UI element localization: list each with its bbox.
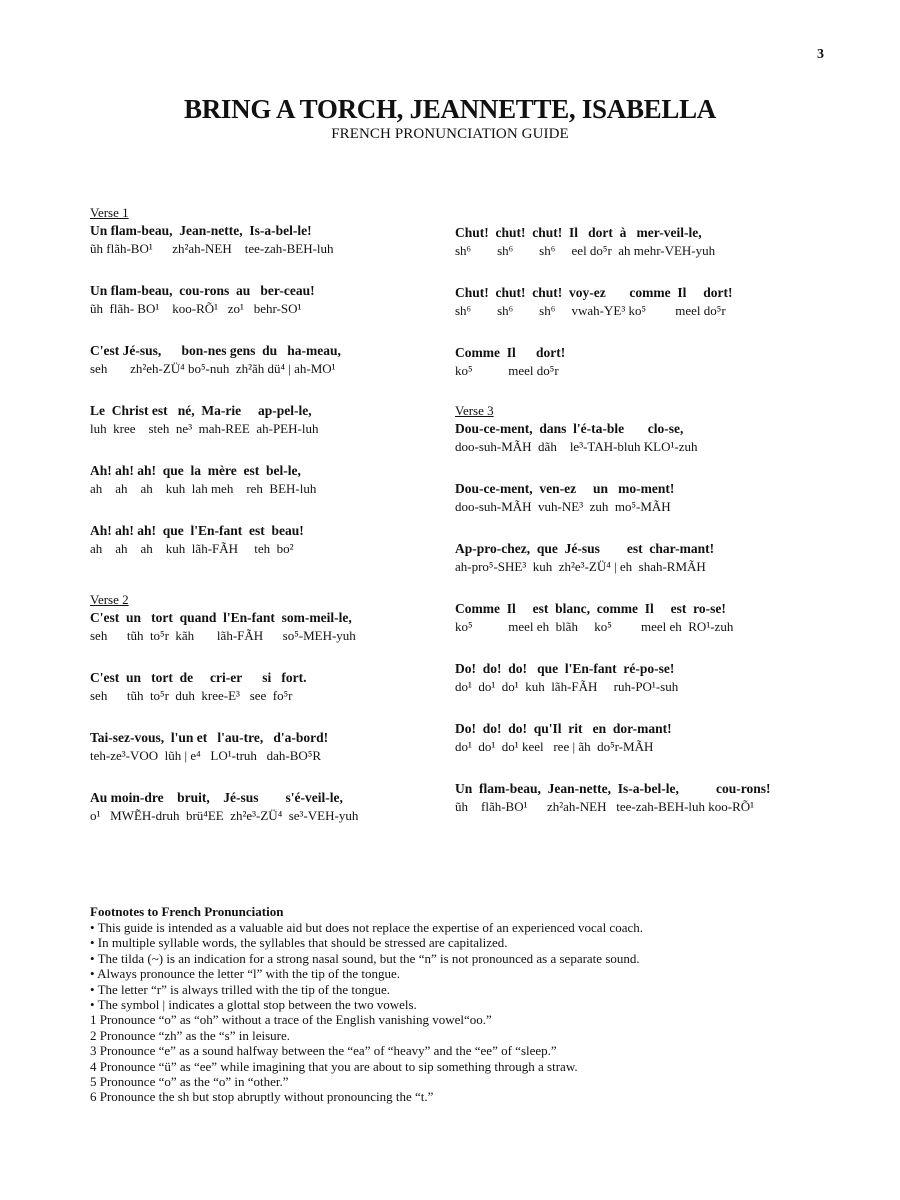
lyric-line	[90, 222, 435, 258]
french-lyric: C'est un tort quand l'En-fant som-meil-le,	[90, 610, 352, 625]
pronunciation: ko⁵ meel eh blãh ko⁵ meel eh RO¹-zuh	[455, 619, 734, 634]
page-subtitle: FRENCH PRONUNCIATION GUIDE	[331, 126, 569, 142]
footnote-item: 1 Pronounce “o” as “oh” without a trace of the English vanishing vowel“oo.”	[90, 1012, 492, 1028]
lyric-line	[90, 789, 435, 825]
pronunciation: seh tũh to⁵r kãh lãh-FÃH so⁵-MEH-yuh	[90, 628, 356, 643]
lyric-line	[455, 660, 825, 696]
pronunciation: o¹ MWẼH-druh brü⁴EE zh²e³-ZÜ⁴ se³-VEH-yuh	[90, 808, 359, 823]
lyric-line	[455, 420, 825, 456]
french-lyric: Comme Il dort!	[455, 345, 566, 360]
verse-label: Verse 1	[90, 205, 129, 220]
lyric-line	[455, 540, 825, 576]
verse-1	[90, 206, 435, 558]
lyric-line	[455, 780, 825, 816]
footnote-item: 2 Pronounce “zh” as the “s” in leisure.	[90, 1027, 290, 1043]
lyric-line	[90, 609, 435, 645]
footnote-item: • The tilda (~) is an indication for a strong nasal sound, but the “n” is not pronounced as a separate sound.	[90, 950, 640, 966]
french-lyric: Do! do! do! qu'Il rit en dor-mant!	[455, 721, 672, 736]
french-lyric: C'est Jé-sus, bon-nes gens du ha-meau,	[90, 343, 341, 358]
footnote-item: • The symbol | indicates a glottal stop between the two vowels.	[90, 997, 417, 1013]
pronunciation: ah ah ah kuh lah meh reh BEH-luh	[90, 481, 317, 496]
french-lyric: Un flam-beau, Jean-nette, Is-a-bel-le, cou-rons!	[455, 781, 771, 796]
pronunciation: doo-suh-MÃH dãh le³-TAH-bluh KLO¹-zuh	[455, 439, 698, 454]
french-lyric: Dou-ce-ment, dans l'é-ta-ble clo-se,	[455, 421, 684, 436]
pronunciation: ko⁵ meel do⁵r	[455, 363, 559, 378]
right-column	[455, 224, 825, 816]
verse-3	[455, 404, 825, 816]
lyric-line	[90, 462, 435, 498]
footnote-item: • The letter “r” is always trilled with the tip of the tongue.	[90, 981, 390, 997]
pronunciation: sh⁶ sh⁶ sh⁶ eel do⁵r ah mehr-VEH-yuh	[455, 243, 716, 258]
pronunciation: ah ah ah kuh lãh-FÃH teh bo²	[90, 541, 294, 556]
french-lyric: Un flam-beau, cou-rons au ber-ceau!	[90, 283, 315, 298]
french-lyric: Tai-sez-vous, l'un et l'au-tre, d'a-bord!	[90, 730, 329, 745]
footnote-item: • In multiple syllable words, the syllables that should be stressed are capitalized.	[90, 935, 508, 951]
french-lyric: Le Christ est né, Ma-rie ap-pel-le,	[90, 403, 312, 418]
french-lyric: Dou-ce-ment, ven-ez un mo-ment!	[455, 481, 675, 496]
pronunciation: ũh flãh-BO¹ zh²ah-NEH tee-zah-BEH-luh koo-RÕ¹	[455, 799, 755, 814]
lyric-line	[455, 284, 825, 320]
footnotes	[90, 904, 830, 1105]
page-title: BRING A TORCH, JEANNETTE, ISABELLA	[184, 94, 716, 124]
footnote-item: • This guide is intended as a valuable aid but does not replace the expertise of an experienced vocal coach.	[90, 920, 643, 935]
footnote-item: 3 Pronounce “e” as a sound halfway between the “ea” of “heavy” and the “ee” of “sleep.”	[90, 1043, 557, 1059]
french-lyric: Au moin-dre bruit, Jé-sus s'é-veil-le,	[90, 790, 343, 805]
french-lyric: Ap-pro-chez, que Jé-sus est char-mant!	[455, 541, 715, 556]
pronunciation: do¹ do¹ do¹ keel ree | ãh do⁵r-MÃH	[455, 739, 654, 754]
verse-2-continued	[455, 224, 825, 380]
pronunciation: luh kree steh ne³ mah-REE ah-PEH-luh	[90, 421, 319, 436]
lyric-line	[90, 342, 435, 378]
lyric-line	[455, 720, 825, 756]
footnote-item: • Always pronounce the letter “l” with the tip of the tongue.	[90, 966, 400, 982]
pronunciation: seh tũh to⁵r duh kree-E³ see fo⁵r	[90, 688, 293, 703]
pronunciation: teh-ze³-VOO lũh | e⁴ LO¹-truh dah-BO⁵R	[90, 748, 322, 763]
footnote-item: 6 Pronounce the sh but stop abruptly without pronouncing the “t.”	[90, 1089, 434, 1105]
verse-label: Verse 2	[90, 592, 129, 607]
pronunciation: do¹ do¹ do¹ kuh lãh-FÃH ruh-PO¹-suh	[455, 679, 679, 694]
lyric-line	[455, 600, 825, 636]
lyric-line	[90, 402, 435, 438]
pronunciation: ah-pro⁵-SHE³ kuh zh²e³-ZÜ⁴ | eh shah-RMÃH	[455, 559, 706, 574]
footnote-item: 4 Pronounce “ü” as “ee” while imagining that you are about to sip something through a straw.	[90, 1058, 578, 1074]
lyric-line	[90, 282, 435, 318]
french-lyric: Do! do! do! que l'En-fant ré-po-se!	[455, 661, 675, 676]
pronunciation: ũh flãh- BO¹ koo-RÕ¹ zo¹ behr-SO¹	[90, 301, 302, 316]
french-lyric: Comme Il est blanc, comme Il est ro-se!	[455, 601, 726, 616]
verse-2	[90, 593, 435, 825]
french-lyric: Ah! ah! ah! que la mère est bel-le,	[90, 463, 301, 478]
pronunciation: seh zh²eh-ZÜ⁴ bo⁵-nuh zh²ãh dü⁴ | ah-MO¹	[90, 361, 336, 376]
french-lyric: Un flam-beau, Jean-nette, Is-a-bel-le!	[90, 223, 312, 238]
pronunciation: sh⁶ sh⁶ sh⁶ vwah-YE³ ko⁵ meel do⁵r	[455, 303, 726, 318]
lyric-line	[90, 522, 435, 558]
pronunciation: ũh flãh-BO¹ zh²ah-NEH tee-zah-BEH-luh	[90, 241, 334, 256]
lyric-line	[90, 669, 435, 705]
page-number: 3	[817, 47, 824, 62]
footnotes-title: Footnotes to French Pronunciation	[90, 904, 284, 919]
lyric-line	[455, 480, 825, 516]
verse-label: Verse 3	[455, 403, 494, 418]
french-lyric: Chut! chut! chut! voy-ez comme Il dort!	[455, 285, 733, 300]
left-column	[90, 206, 435, 825]
lyric-line	[455, 224, 825, 260]
pronunciation: doo-suh-MÃH vuh-NE³ zuh mo⁵-MÃH	[455, 499, 671, 514]
lyric-line	[455, 344, 825, 380]
french-lyric: Ah! ah! ah! que l'En-fant est beau!	[90, 523, 304, 538]
french-lyric: Chut! chut! chut! Il dort à mer-veil-le,	[455, 225, 702, 240]
french-lyric: C'est un tort de cri-er si fort.	[90, 670, 307, 685]
lyric-line	[90, 729, 435, 765]
footnote-item: 5 Pronounce “o” as the “o” in “other.”	[90, 1074, 289, 1090]
